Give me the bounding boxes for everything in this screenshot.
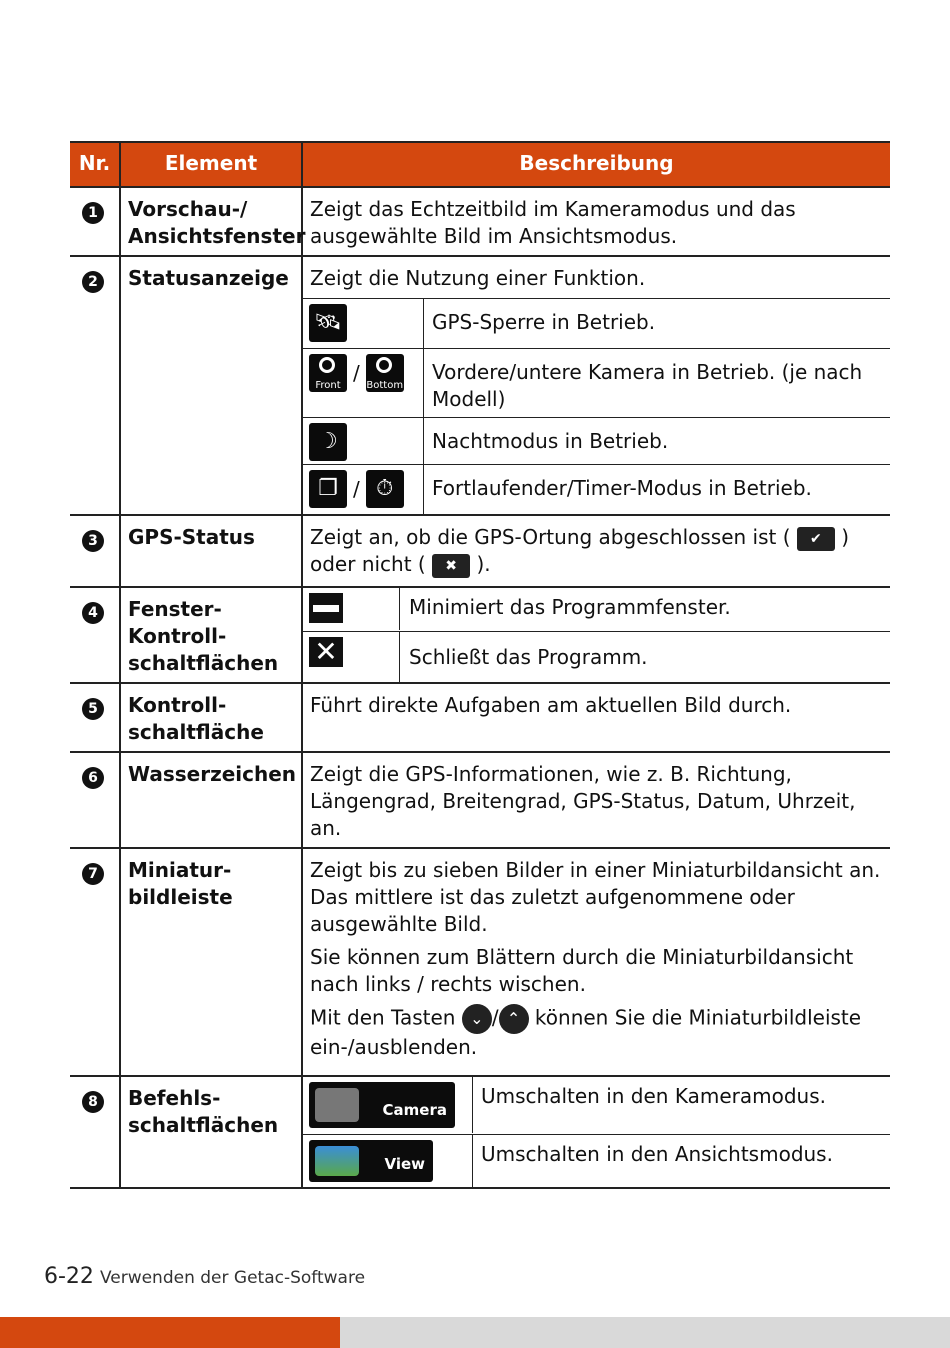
element-name: GPS-Status: [128, 525, 255, 549]
row-number: 4: [82, 602, 104, 624]
gps-lock-icon: 🛰: [309, 304, 347, 342]
row-number: 3: [82, 530, 104, 552]
subrow-text: Umschalten in den Ansichtsmodus.: [481, 1142, 833, 1166]
table-row: [70, 255, 890, 514]
table-row: [70, 751, 890, 847]
row-number: 6: [82, 767, 104, 789]
subrow-text: Umschalten in den Kameramodus.: [481, 1084, 826, 1108]
slash: /: [353, 360, 360, 385]
element-description: Zeigt das Echtzeitbild im Kameramodus und das ausgewählte Bild im Ansichtsmodus.: [310, 197, 796, 248]
paragraph: Sie können zum Blättern durch die Miniaturbildansicht nach links / rechts wischen.: [310, 945, 854, 996]
subrow-text: Vordere/untere Kamera in Betrieb. (je nach Modell): [432, 360, 863, 411]
section-title: Verwenden der Getac-Software: [99, 1268, 366, 1288]
subrow-text: Schließt das Programm.: [409, 645, 648, 669]
element-description: Zeigt die GPS-Informationen, wie z. B. Richtung, Längengrad, Breitengrad, GPS-Status, Datum, Uhrzeit, an.: [310, 762, 856, 840]
gps-ok-icon: ✔: [797, 527, 835, 551]
status-subrow: [303, 417, 890, 464]
footer-accent-bar: [0, 1317, 340, 1348]
chevron-up-icon: ⌃: [499, 1004, 529, 1034]
paragraph: Zeigt bis zu sieben Bilder in einer Miniaturbildansicht an. Das mittlere ist das zuletzt aufgenommene oder ausgewählte Bild.: [310, 858, 881, 936]
table-row: [70, 186, 890, 255]
row-number: 7: [82, 863, 104, 885]
row-number: 5: [82, 698, 104, 720]
element-name: Wasserzeichen: [128, 762, 297, 786]
element-name: Befehls- schaltflächen: [128, 1086, 279, 1137]
table-row: [70, 514, 890, 586]
minimize-icon: [309, 593, 343, 623]
subrow-text: GPS-Sperre in Betrieb.: [432, 310, 656, 334]
footer-grey-bar: [340, 1317, 950, 1348]
window-control-subrow: [303, 588, 890, 630]
subrow-text: Fortlaufender/Timer-Modus in Betrieb.: [432, 476, 812, 500]
timer-icon: ⏱: [366, 470, 404, 508]
feature-table: [70, 141, 890, 1189]
close-icon: ✕: [309, 637, 343, 667]
chevron-down-icon: ⌄: [462, 1004, 492, 1034]
bottom-camera-icon: Bottom: [366, 354, 404, 392]
row-number: 8: [82, 1091, 104, 1113]
night-mode-icon: ☽: [309, 423, 347, 461]
front-camera-icon: Front: [309, 354, 347, 392]
view-button-icon: View: [309, 1140, 433, 1182]
subrow-text: Nachtmodus in Betrieb.: [432, 429, 669, 453]
element-description: Zeigt die Nutzung einer Funktion.: [310, 266, 646, 290]
window-control-subrow: [303, 631, 890, 683]
element-name: Statusanzeige: [128, 266, 289, 290]
row-number: 2: [82, 271, 104, 293]
status-subrow: [303, 348, 890, 417]
subrow-text: Minimiert das Programmfenster.: [409, 595, 731, 619]
header-element: Element: [121, 143, 303, 186]
header-description: Beschreibung: [519, 151, 674, 175]
row-number: 1: [82, 202, 104, 224]
burst-mode-icon: ❐: [309, 470, 347, 508]
table-header: [70, 141, 890, 186]
slash: /: [353, 476, 360, 501]
element-name: Kontroll- schaltfläche: [128, 693, 264, 744]
camera-button-icon: Camera: [309, 1082, 455, 1128]
element-name: Vorschau-/ Ansichtsfenster: [128, 197, 306, 248]
table-row: [70, 586, 890, 682]
element-description: Führt direkte Aufgaben am aktuellen Bild durch.: [310, 693, 792, 717]
paragraph: Mit den Tasten ⌄ / ⌃ können Sie die Miniaturbildleiste ein-/ausblenden.: [310, 1005, 862, 1059]
gps-fail-icon: ✖: [432, 554, 470, 578]
header-nr: Nr.: [70, 143, 121, 186]
element-name: Miniatur- bildleiste: [128, 858, 233, 909]
status-subrow: [303, 464, 890, 515]
page-number: 6-22: [44, 1264, 94, 1289]
command-subrow: [303, 1134, 890, 1188]
table-row: [70, 1075, 890, 1189]
command-subrow: [303, 1077, 890, 1133]
status-subrow: [303, 298, 890, 348]
element-description: Zeigt an, ob die GPS-Ortung abgeschlossen ist ( ✔ ) oder nicht ( ✖ ).: [310, 525, 850, 576]
element-description: [310, 857, 885, 1067]
table-row: [70, 847, 890, 1075]
table-row: [70, 682, 890, 751]
page-footer: [44, 1264, 365, 1289]
element-name: Fenster- Kontroll- schaltflächen: [128, 597, 279, 675]
